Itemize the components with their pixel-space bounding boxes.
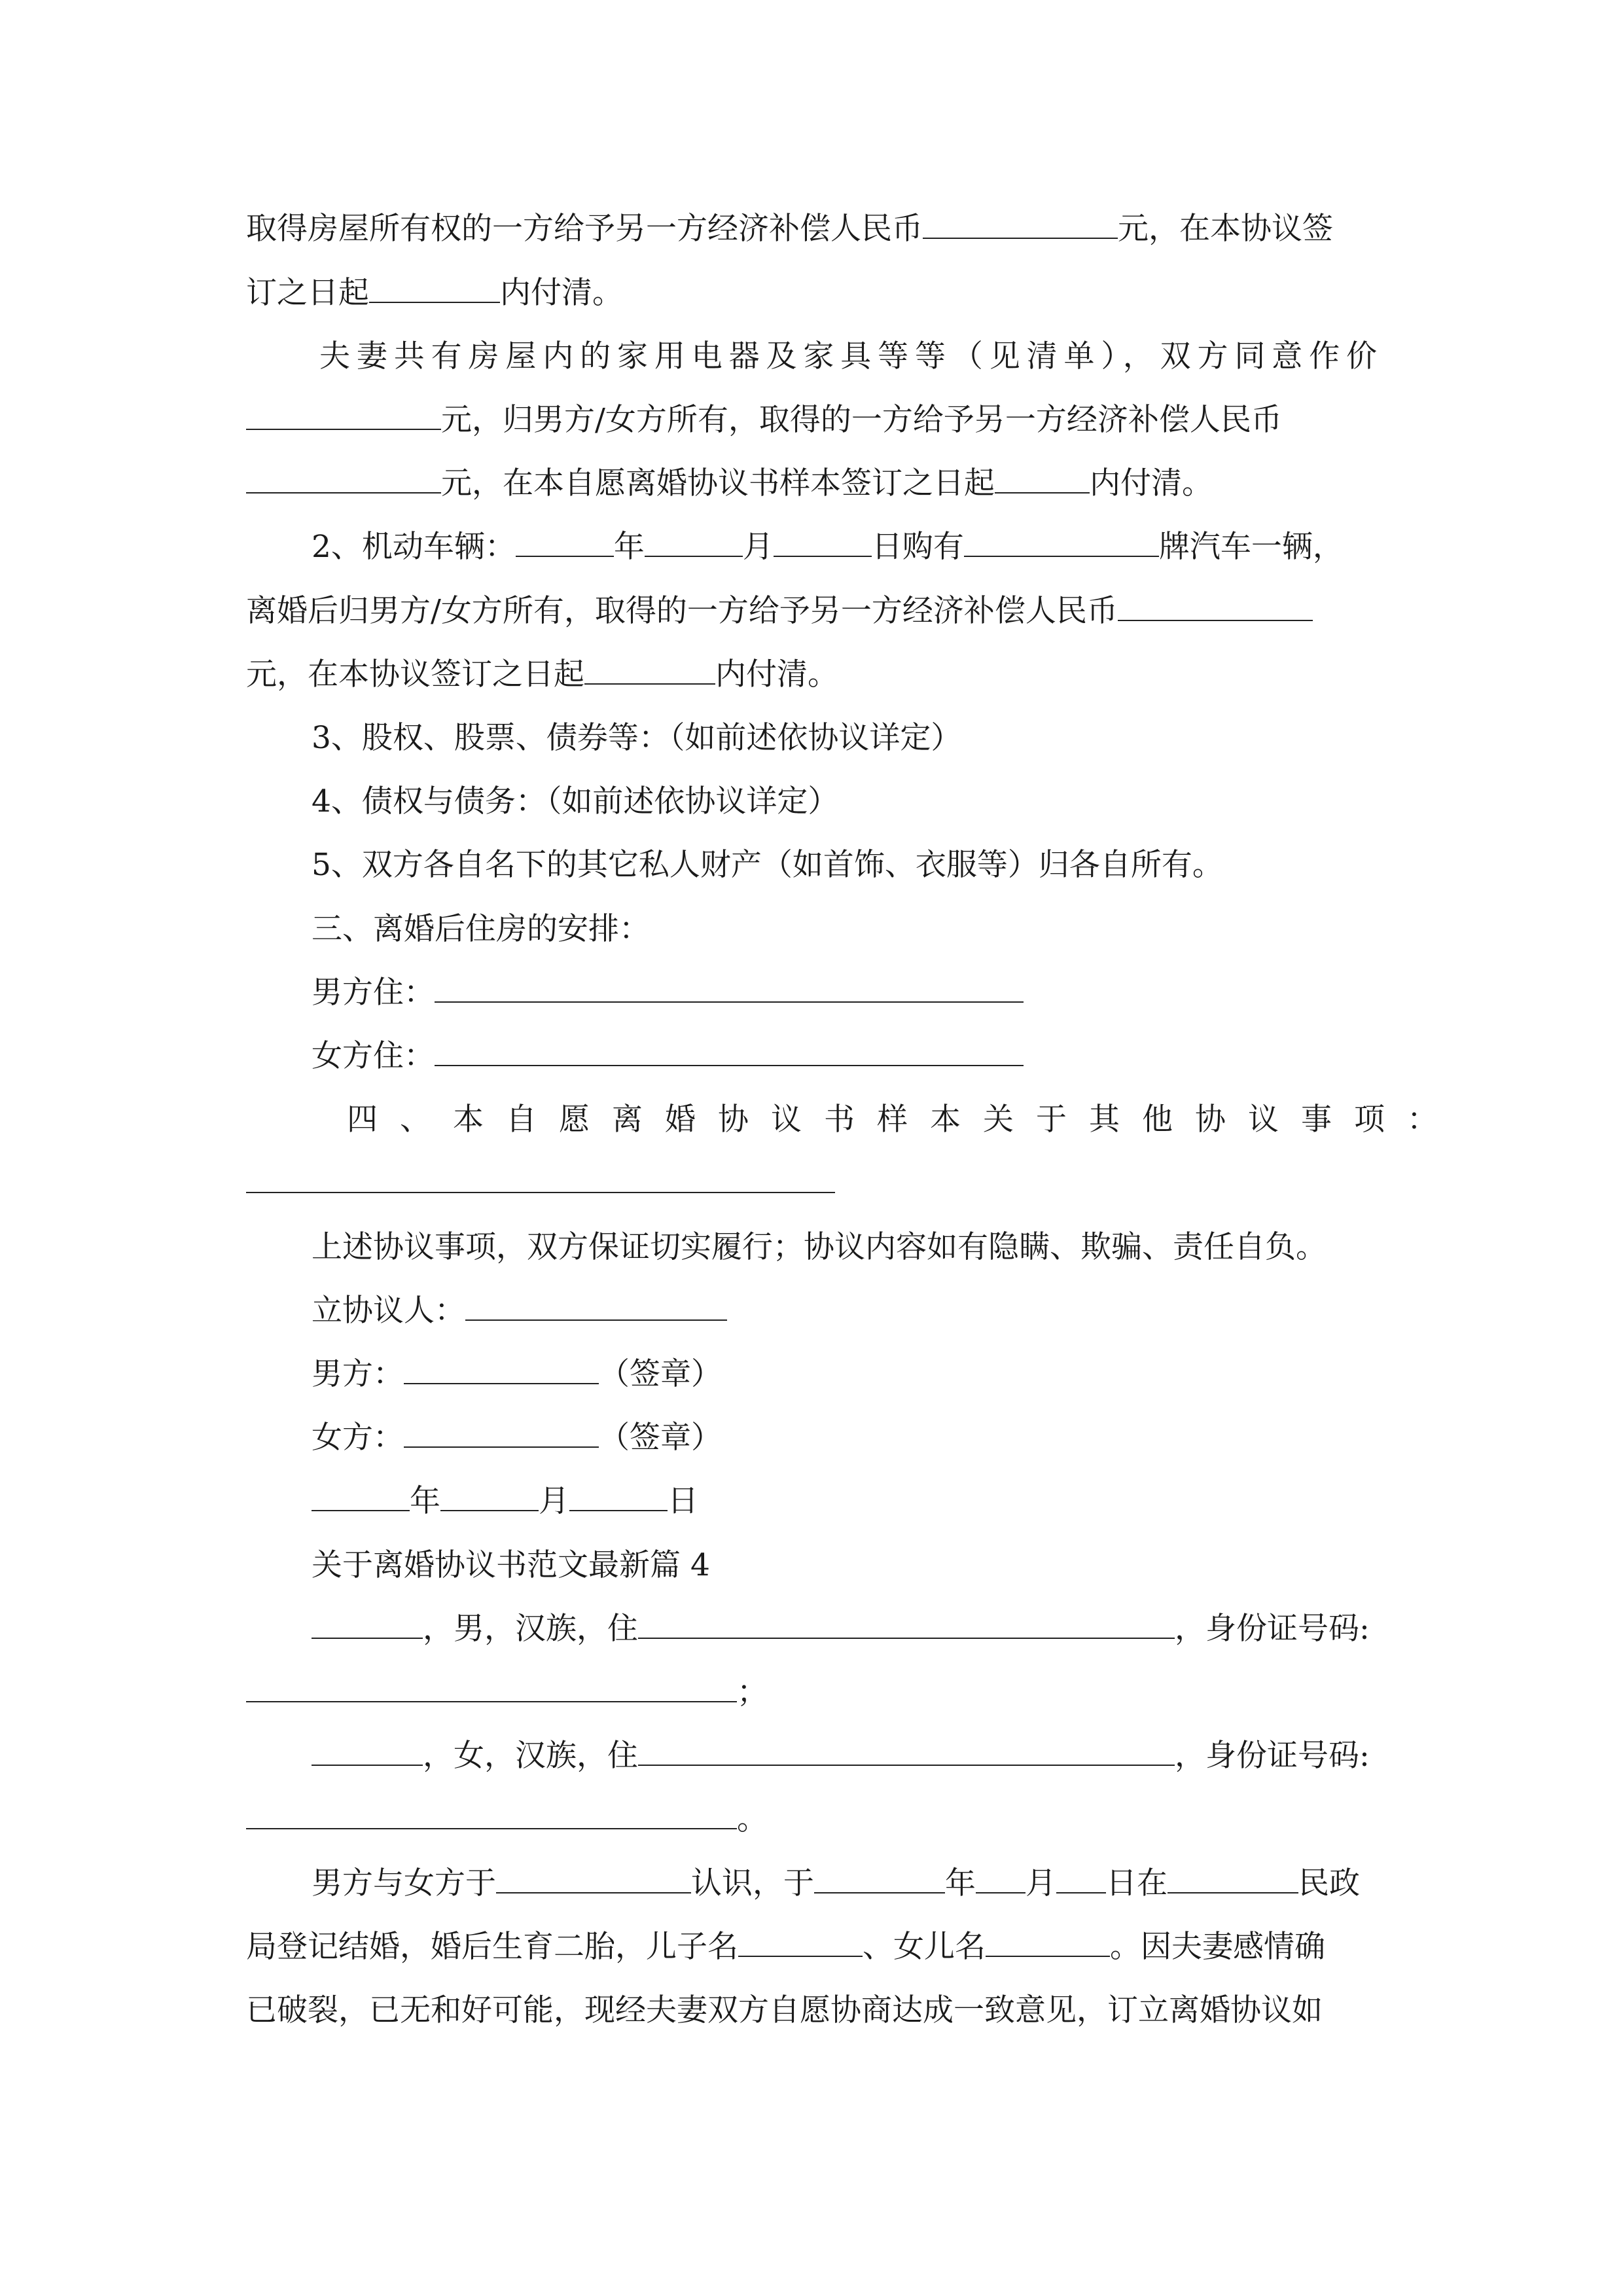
personal-property-line: 5、双方各自名下的其它私人财产（如首饰、衣服等）归各自所有。 bbox=[312, 847, 1223, 883]
female-id-blank bbox=[246, 1801, 737, 1829]
appliances-text-d: 内付清。 bbox=[1090, 465, 1213, 501]
appliances-text: 夫妻共有房屋内的家用电器及家具等等（见清单），双方同意作价 bbox=[319, 338, 1377, 374]
house-comp-line bbox=[246, 209, 1333, 249]
marriage-text-d: 局登记结婚，婚后生育二胎，儿子名 bbox=[246, 1929, 738, 1965]
date-year-blank bbox=[312, 1482, 410, 1511]
appliances-line bbox=[319, 337, 1377, 376]
vehicle-month: 月 bbox=[742, 529, 774, 565]
marriage-para-line-3: 已破裂，已无和好可能，现经夫妻双方自愿协商达成一致意见，订立离婚协议如 bbox=[246, 1992, 1323, 2028]
met-date-blank bbox=[496, 1865, 691, 1893]
male-housing-line bbox=[312, 973, 1024, 1013]
male-name-blank bbox=[312, 1610, 423, 1639]
male-housing-blank bbox=[435, 974, 1024, 1003]
house-comp-period-blank bbox=[369, 274, 500, 303]
male-address-blank bbox=[638, 1610, 1175, 1639]
vehicle-text-d: 元，在本协议签订之日起 bbox=[246, 656, 584, 692]
female-id-line bbox=[246, 1800, 768, 1839]
house-comp-text-b: 元，在本协议签 bbox=[1118, 211, 1333, 247]
male-housing-label: 男方住： bbox=[312, 975, 435, 1011]
vehicle-day: 日购有 bbox=[871, 529, 964, 565]
house-comp-text-c: 订之日起 bbox=[246, 275, 369, 311]
male-id-line bbox=[246, 1673, 768, 1712]
marriage-para-line-2 bbox=[246, 1928, 1325, 1967]
marriage-text-b: 认识，于 bbox=[691, 1865, 814, 1901]
female-name-blank bbox=[312, 1737, 423, 1766]
vehicle-year: 年 bbox=[613, 529, 645, 565]
appliances-text-c: 元，在本自愿离婚协议书样本签订之日起 bbox=[441, 465, 995, 501]
appliances-text-b: 元，归男方/女方所有，取得的一方给予另一方经济补偿人民币 bbox=[441, 402, 1282, 438]
reg-place-blank bbox=[1168, 1865, 1298, 1893]
other-matters-blank bbox=[246, 1164, 835, 1193]
reg-day-blank bbox=[1056, 1865, 1106, 1893]
reg-year-blank bbox=[814, 1865, 945, 1893]
vehicle-line-3 bbox=[246, 655, 838, 694]
vehicle-text-e: 内付清。 bbox=[715, 656, 838, 692]
reg-month-blank bbox=[976, 1865, 1026, 1893]
house-comp-text: 取得房屋所有权的一方给予另一方经济补偿人民币 bbox=[246, 211, 923, 247]
marriage-para-line-1 bbox=[312, 1864, 1360, 1903]
date-month: 月 bbox=[539, 1483, 569, 1519]
article-heading: 关于离婚协议书范文最新篇 4 bbox=[312, 1547, 710, 1583]
house-comp-line-2 bbox=[246, 274, 623, 313]
marriage-text-e: 、女儿名 bbox=[863, 1929, 986, 1965]
vehicle-text-c: 离婚后归男方/女方所有，取得的一方给予另一方经济补偿人民币 bbox=[246, 593, 1118, 629]
female-sign-label: 女方： bbox=[312, 1420, 404, 1456]
marriage-text-f: 。因夫妻感情确 bbox=[1110, 1929, 1325, 1965]
house-comp-text-d: 内付清。 bbox=[500, 275, 623, 311]
reg-year: 年 bbox=[945, 1865, 976, 1901]
appliances-period-blank bbox=[995, 465, 1090, 493]
vehicle-month-blank bbox=[645, 528, 743, 557]
date-year: 年 bbox=[410, 1483, 440, 1519]
appliances-value-blank bbox=[246, 401, 441, 430]
female-address-blank bbox=[638, 1737, 1175, 1766]
vehicle-label: 2、机动车辆： bbox=[312, 529, 516, 565]
vehicle-text-b: 牌汽车一辆， bbox=[1158, 529, 1344, 565]
vehicle-day-blank bbox=[774, 528, 872, 557]
female-sign-line bbox=[312, 1418, 722, 1458]
signer-blank bbox=[465, 1292, 727, 1321]
signer-label: 立协议人： bbox=[312, 1293, 465, 1329]
marriage-text-c: 民政 bbox=[1298, 1865, 1360, 1901]
male-party-line bbox=[312, 1609, 1370, 1649]
date-day: 日 bbox=[668, 1483, 698, 1519]
son-name-blank bbox=[738, 1928, 863, 1957]
vehicle-line-2 bbox=[246, 592, 1313, 631]
other-matters-title: 四、本自愿离婚协议书样本关于其他协议事项： bbox=[347, 1102, 1460, 1138]
appliances-line-2 bbox=[246, 401, 1282, 440]
vehicle-period-blank bbox=[584, 656, 715, 685]
guarantee-line: 上述协议事项，双方保证切实履行；协议内容如有隐瞒、欺骗、责任自负。 bbox=[312, 1229, 1327, 1265]
stocks-line: 3、股权、股票、债券等：（如前述依协议详定） bbox=[312, 720, 962, 756]
female-housing-line bbox=[312, 1037, 1024, 1076]
female-sign-blank bbox=[404, 1419, 599, 1448]
vehicle-year-blank bbox=[516, 528, 614, 557]
marriage-text-a: 男方与女方于 bbox=[312, 1865, 496, 1901]
appliances-comp-blank bbox=[246, 465, 441, 493]
date-day-blank bbox=[569, 1482, 668, 1511]
reg-day: 日在 bbox=[1106, 1865, 1168, 1901]
female-housing-blank bbox=[435, 1037, 1024, 1066]
appliances-line-3 bbox=[246, 464, 1213, 503]
female-seal-label: （签章） bbox=[599, 1420, 722, 1456]
male-sign-line bbox=[312, 1355, 722, 1394]
female-id-label: ，身份证号码: bbox=[1175, 1738, 1370, 1774]
date-month-blank bbox=[440, 1482, 539, 1511]
female-housing-label: 女方住： bbox=[312, 1038, 435, 1074]
housing-title: 三、离婚后住房的安排： bbox=[312, 911, 650, 947]
signer-line bbox=[312, 1291, 727, 1331]
male-id-blank bbox=[246, 1674, 737, 1702]
female-party-line bbox=[312, 1736, 1370, 1776]
male-party-text: ，男，汉族，住 bbox=[423, 1611, 638, 1647]
vehicle-line bbox=[312, 528, 1344, 567]
date-line bbox=[312, 1482, 698, 1521]
vehicle-comp-blank bbox=[1118, 592, 1313, 621]
daughter-name-blank bbox=[986, 1928, 1110, 1957]
male-sign-blank bbox=[404, 1355, 599, 1384]
female-id-end: 。 bbox=[737, 1801, 768, 1837]
male-sign-label: 男方： bbox=[312, 1356, 404, 1392]
male-id-label: ，身份证号码: bbox=[1175, 1611, 1370, 1647]
debts-line: 4、债权与债务：（如前述依协议详定） bbox=[312, 783, 839, 819]
other-matters-line bbox=[246, 1164, 835, 1203]
reg-month: 月 bbox=[1026, 1865, 1056, 1901]
male-id-end: ； bbox=[737, 1674, 768, 1710]
house-comp-amount-blank bbox=[923, 210, 1118, 239]
female-party-text: ，女，汉族，住 bbox=[423, 1738, 638, 1774]
male-seal-label: （签章） bbox=[599, 1356, 722, 1392]
vehicle-plate-blank bbox=[964, 528, 1159, 557]
